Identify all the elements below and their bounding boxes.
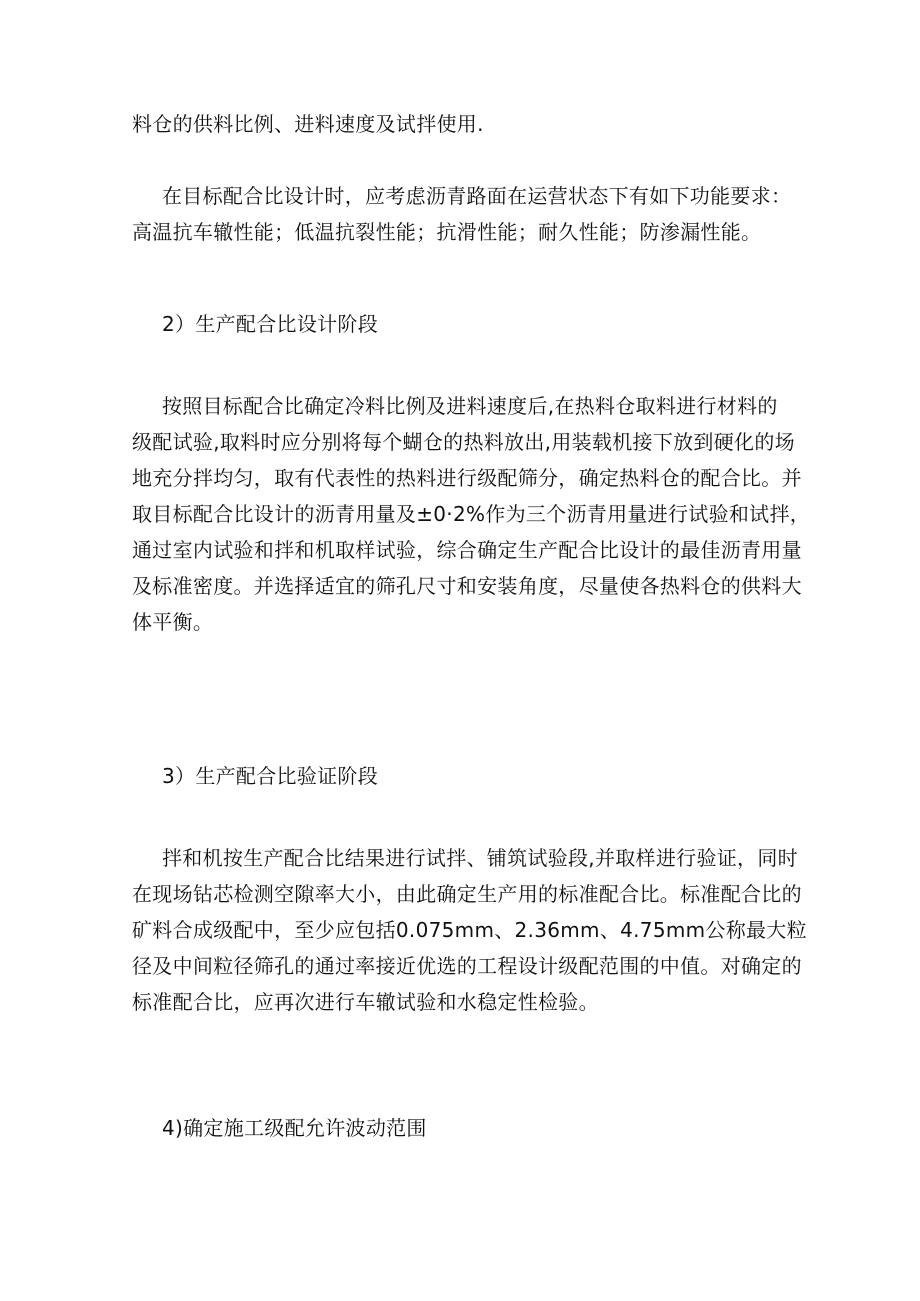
text-line: 高温抗车辙性能；低温抗裂性能；抗滑性能；耐久性能；防渗漏性能。 [132,220,762,244]
text-line: 料仓的供料比例、进料速度及试拌使用. [132,112,484,136]
heading-production-mix-verification [132,758,802,794]
paragraph-functional-requirements [132,178,802,250]
heading-production-mix-design [132,306,802,342]
text-line: 通过室内试验和拌和机取样试验，综合确定生产配合比设计的最佳沥青用量 [132,538,802,562]
heading-gradation-tolerance [132,1110,802,1146]
paragraph-continued [132,106,802,142]
section-heading: 2）生产配合比设计阶段 [162,312,379,336]
text-line: 矿料合成级配中，至少应包括0.075mm、2.36mm、4.75mm公称最大粒 [132,918,807,942]
text-line: 按照目标配合比确定冷料比例及进料速度后,在热料仓取料进行材料的 [162,394,778,418]
text-line: 拌和机按生产配合比结果进行试拌、铺筑试验段,并取样进行验证，同时 [162,846,798,870]
text-line: 及标准密度。并选择适宜的筛孔尺寸和安装角度，尽量使各热料仓的供料大 [132,574,802,598]
section-heading: 3）生产配合比验证阶段 [162,764,379,788]
text-line: 级配试验,取料时应分别将每个蝴仓的热料放出,用装载机接下放到硬化的场 [132,430,795,454]
paragraph-production-mix-design [132,388,811,640]
text-line: 取目标配合比设计的沥青用量及±0·2%作为三个沥青用量进行试验和试拌， [132,502,811,526]
text-line: 地充分拌均匀，取有代表性的热料进行级配筛分，确定热料仓的配合比。并 [132,466,802,490]
text-line: 体平衡。 [132,610,214,634]
paragraph-production-mix-verification [132,840,807,1020]
text-line: 径及中间粒径筛孔的通过率接近优选的工程设计级配范围的中值。对确定的 [132,954,802,978]
text-line: 在现场钻芯检测空隙率大小，由此确定生产用的标准配合比。标准配合比的 [132,882,802,906]
text-line: 标准配合比，应再次进行车辙试验和水稳定性检验。 [132,990,599,1014]
text-line: 在目标配合比设计时，应考虑沥青路面在运营状态下有如下功能要求： [162,184,792,208]
section-heading: 4)确定施工级配允许波动范围 [162,1116,427,1140]
